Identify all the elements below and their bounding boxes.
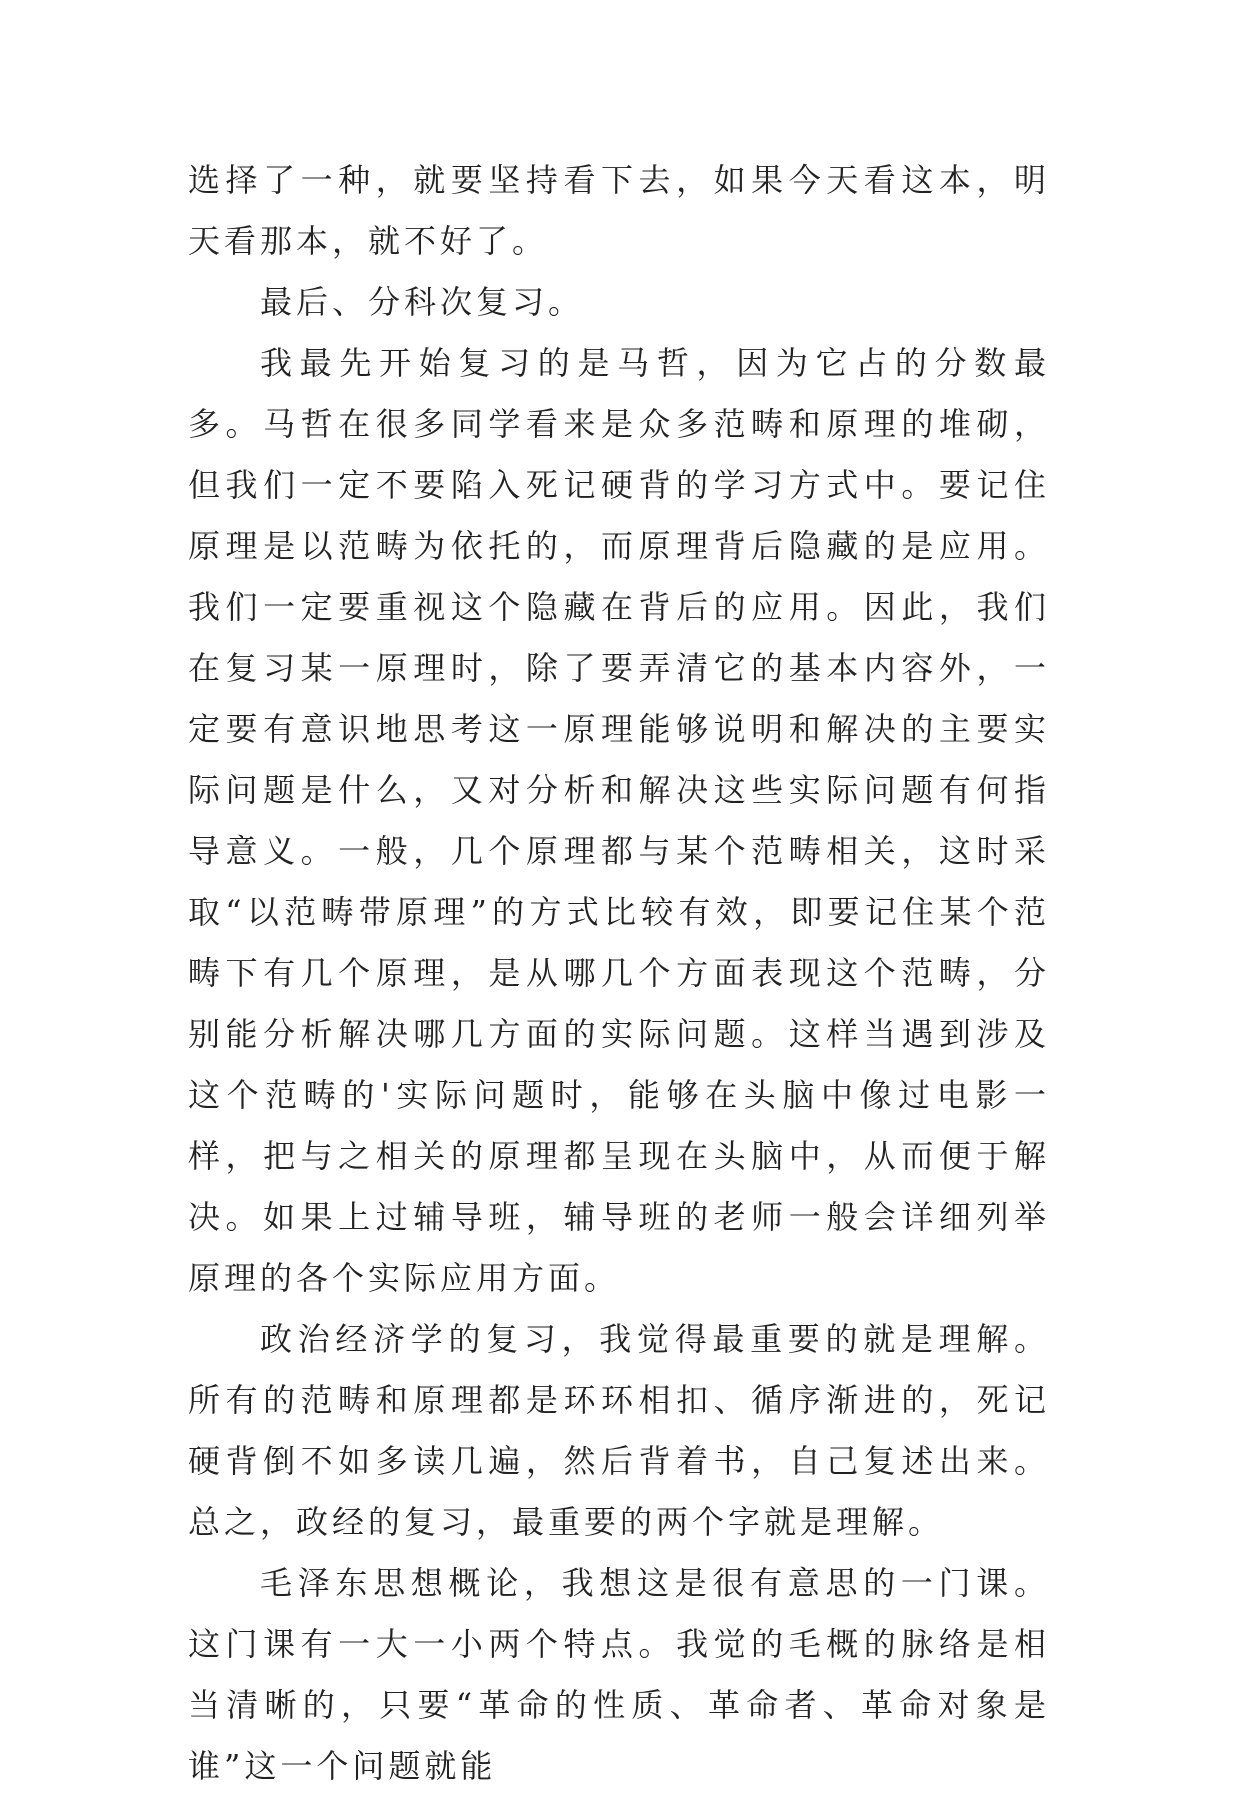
paragraph-marxist-philosophy: 我最先开始复习的是马哲，因为它占的分数最多。马哲在很多同学看来是众多范畴和原理的堆砌，但我们一定不要陷入死记硬背的学习方式中。要记住原理是以范畴为依托的，而原理背后隐藏的是应用。我们一定要重视这个隐藏在背后的应用。因此，我们在复习某一原理时，除了要弄清它的基本内容外，一定要有意识地思考这一原理能够说明和解决的主要实际问题是什么，又对分析和解决这些实际问题有何指导意义。一般，几个原理都与某个范畴相关，这时采取“以范畴带原理”的方式比较有效，即要记住某个范畴下有几个原理，是从哪几个方面表现这个范畴，分别能分析解决哪几方面的实际问题。这样当遇到涉及这个范畴的'实际问题时，能够在头脑中像过电影一样，把与之相关的原理都呈现在头脑中，从而便于解决。如果上过辅导班，辅导班的老师一般会详细列举原理的各个实际应用方面。 [188,344,1050,1297]
paragraph-continuation: 选择了一种，就要坚持看下去，如果今天看这本，明天看那本，就不好了。 [188,161,1050,260]
paragraph-political-economy: 政治经济学的复习，我觉得最重要的就是理解。所有的范畴和原理都是环环相扣、循序渐进的，死记硬背倒不如多读几遍，然后背着书，自己复述出来。总之，政经的复习，最重要的两个字就是理解。 [188,1320,1050,1541]
paragraph-mao-thought: 毛泽东思想概论，我想这是很有意思的一门课。这门课有一大一小两个特点。我觉的毛概的脉络是相当清晰的，只要“革命的性质、革命者、革命对象是谁”这一个问题就能 [188,1564,1050,1785]
paragraph-final-review-heading: 最后、分科次复习。 [260,283,585,321]
body-text [188,150,1050,1797]
